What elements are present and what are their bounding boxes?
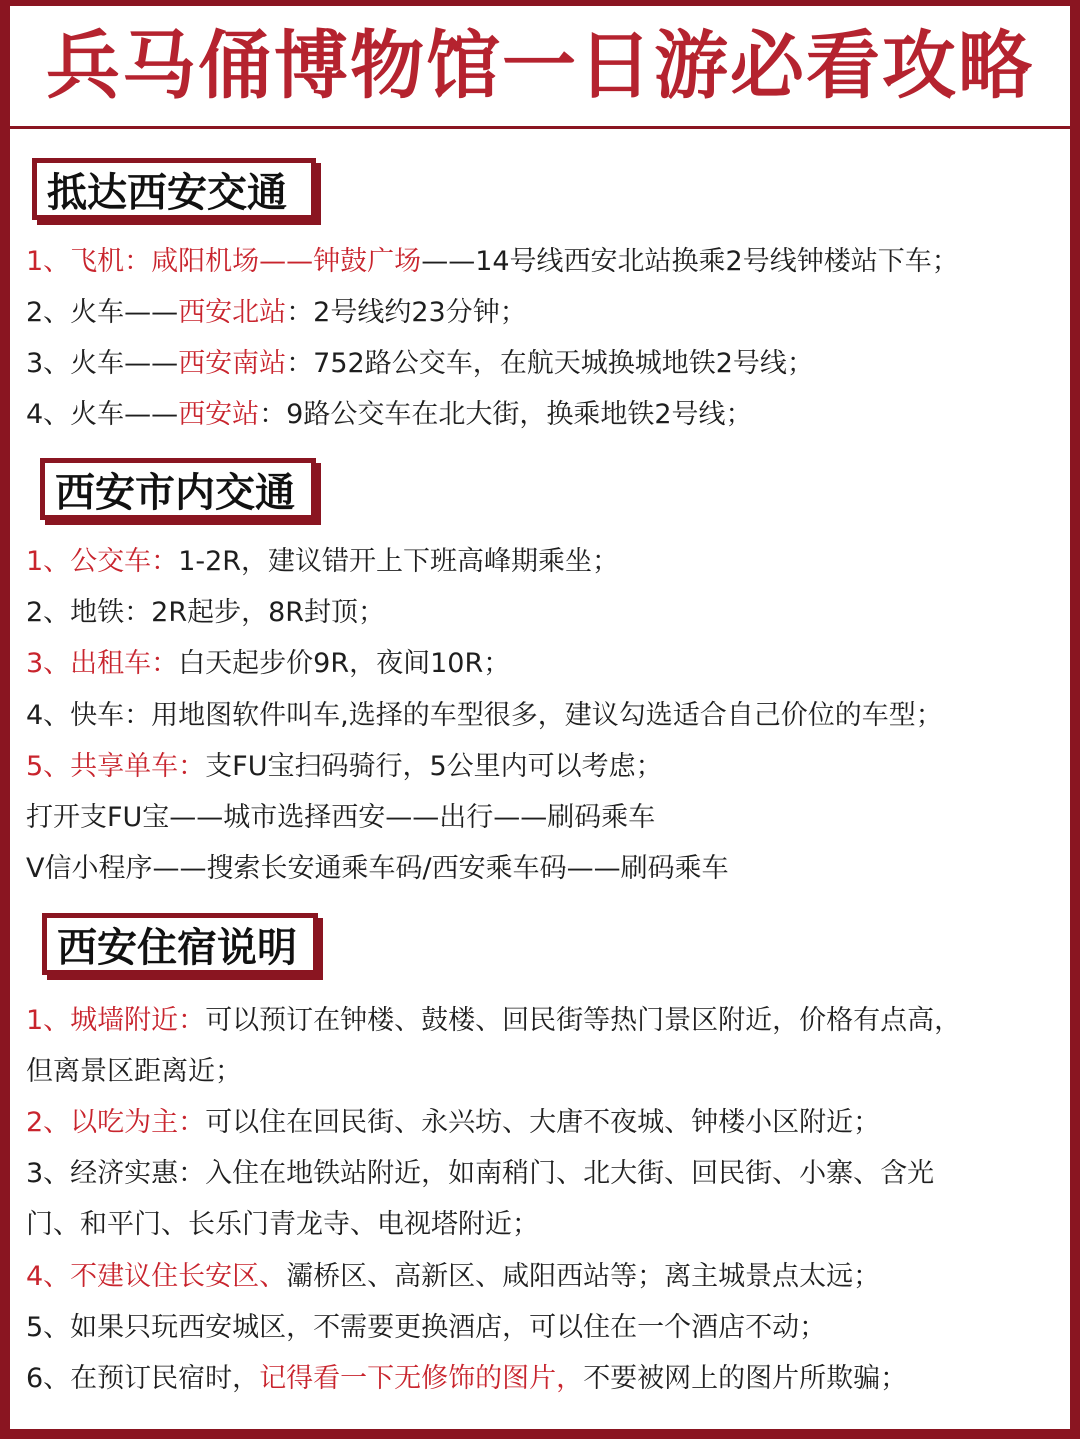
section-heading-arrival [32,158,316,220]
section-city-transport-line [26,749,1064,785]
body-text: 1-2R，建议错开上下班高峰期乘坐； [178,546,620,577]
body-text: 4、火车—— [26,399,179,430]
section-lodging-line [26,1310,1064,1346]
body-text: 2、地铁：2R起步，8R封顶； [26,597,386,628]
body-text: ：9路公交车在北大街，换乘地铁2号线； [259,399,753,430]
body-text: ：752路公交车，在航天城换城地铁2号线； [286,348,814,379]
highlight-text: 1、公交车： [26,546,179,577]
body-text: 5、如果只玩西安城区，不需要更换酒店，可以住在一个酒店不动； [26,1312,827,1343]
section-arrival-line [26,397,1064,433]
section-lodging-line [26,1207,1064,1243]
section-lodging-line [26,1259,1064,1295]
section-lodging-line [26,1361,1064,1397]
section-arrival-line [26,295,1064,331]
section-arrival-line [26,346,1064,382]
body-text: V信小程序——搜索长安通乘车码/西安乘车码——刷码乘车 [26,853,729,884]
section-heading-city-transport [40,458,316,520]
body-text: 4、快车：用地图软件叫车,选择的车型很多，建议勾选适合自己价位的车型； [26,700,943,731]
body-text: 白天起步价9R，夜间10R； [178,648,511,679]
section-city-transport-line [26,851,1064,887]
section-lodging-line [26,1105,1064,1141]
body-text: 但离景区距离近； [26,1056,242,1087]
body-text: 可以预订在钟楼、鼓楼、回民街等热门景区附近，价格有点高， [205,1005,962,1036]
highlight-text: 西安北站 [178,297,287,328]
section-city-transport-line [26,595,1064,631]
section-arrival-line [26,244,1064,280]
body-text: 不要被网上的图片所欺骗； [583,1363,908,1394]
section-city-transport-line [26,646,1064,682]
section-city-transport-line [26,800,1064,836]
highlight-text: 1、城墙附近： [26,1005,206,1036]
section-city-transport-line [26,698,1064,734]
body-text: 可以住在回民街、永兴坊、大唐不夜城、钟楼小区附近； [205,1107,881,1138]
section-heading-label: 西安住宿说明 [57,924,297,971]
highlight-text: 记得看一下无修饰的图片， [259,1363,584,1394]
body-text: 支FU宝扫码骑行，5公里内可以考虑； [205,751,663,782]
highlight-text: 5、共享单车： [26,751,206,782]
body-text: 灞桥区、高新区、咸阳西站等；离主城景点太远； [286,1261,881,1292]
body-text: 3、火车—— [26,348,179,379]
section-lodging-line [26,1156,1064,1192]
highlight-text: 西安南站 [178,348,287,379]
section-lodging-line [26,1054,1064,1090]
body-text: 6、在预订民宿时， [26,1363,260,1394]
section-city-transport-line [26,544,1064,580]
section-heading-label: 西安市内交通 [55,469,295,516]
body-text: ——14号线西安北站换乘2号线钟楼站下车； [421,246,959,277]
highlight-text: 3、出租车： [26,648,179,679]
body-text: 打开支FU宝——城市选择西安——出行——刷码乘车 [26,802,656,833]
highlight-text: 1、飞机：咸阳机场——钟鼓广场 [26,246,422,277]
title-bar [10,6,1070,129]
body-text: 2、火车—— [26,297,179,328]
highlight-text: 2、以吃为主： [26,1107,206,1138]
body-text: ：2号线约23分钟； [286,297,527,328]
highlight-text: 4、不建议住长安区、 [26,1261,287,1292]
page-title: 兵马俑博物馆一日游必看攻略 [46,23,1034,109]
section-lodging-line [26,1003,1064,1039]
section-heading-lodging [42,913,318,975]
section-heading-label: 抵达西安交通 [47,169,287,216]
body-text: 3、经济实惠：入住在地铁站附近，如南稍门、北大街、回民街、小寨、含光 [26,1158,935,1189]
highlight-text: 西安站 [178,399,260,430]
body-text: 门、和平门、长乐门青龙寺、电视塔附近； [26,1209,539,1240]
